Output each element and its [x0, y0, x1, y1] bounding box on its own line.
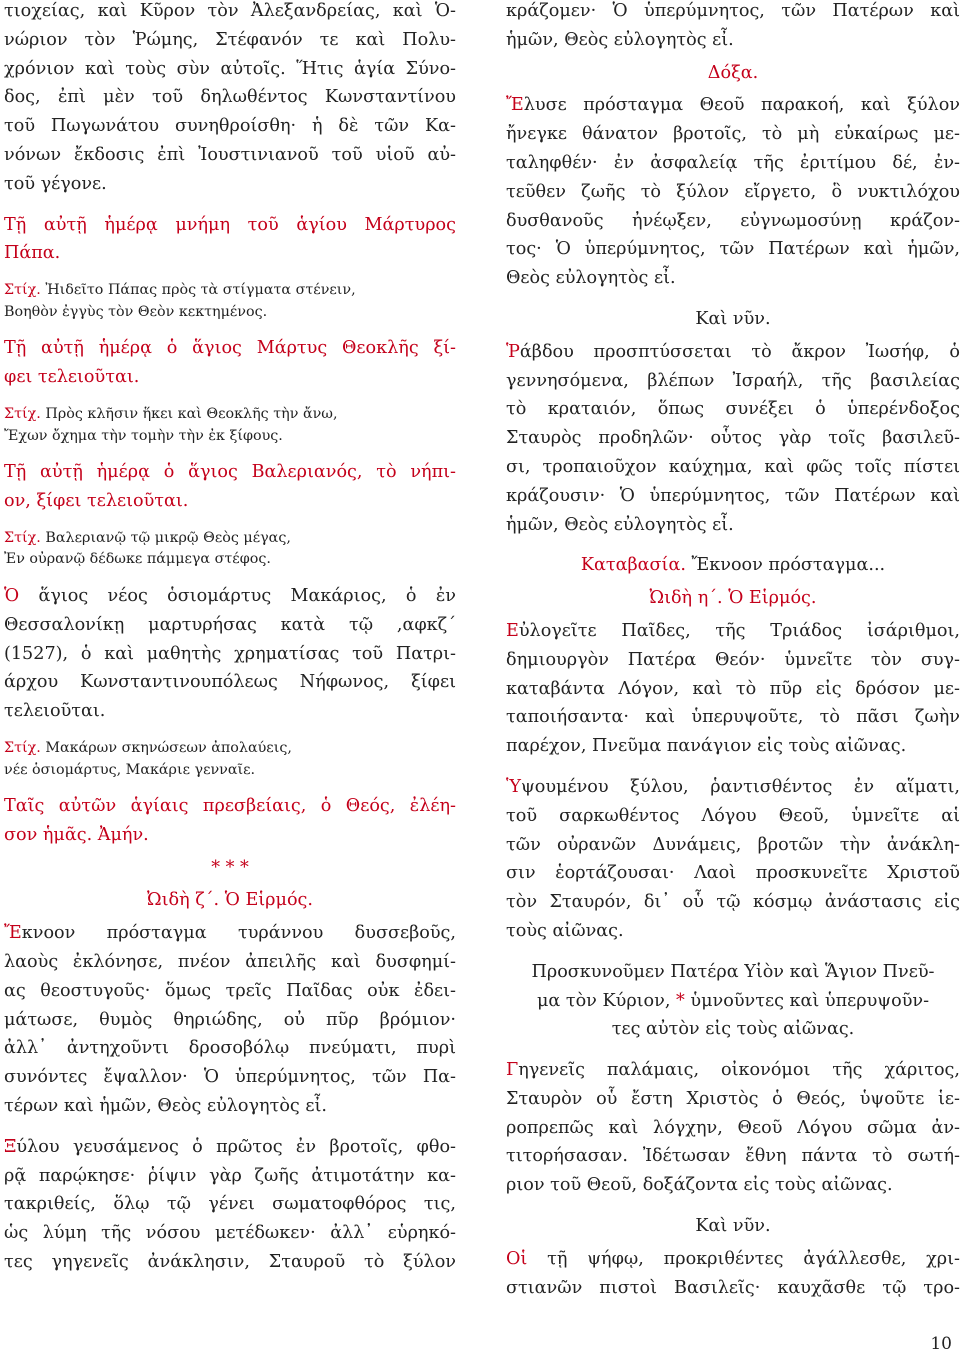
ode-8-theotokion: Οἱ τῇ ψήφῳ, προκριθέντες ἀγάλλεσθε, χρι- στιανῶν πιστοὶ Βασιλεῖς· καυχᾶσθε τῷ τρο-	[506, 1248, 960, 1298]
ode-7-troparion-1-end: κράζομεν· Ὁ ὑπερύμνητος, τῶν Πατέρων καὶ ἡμῶν, Θεὸς εὐλογητὸς εἶ.	[506, 1, 960, 50]
initial-letter: Ὁ	[4, 585, 20, 606]
initial-letter: Ἔ	[506, 95, 524, 116]
ode-7-heading: Ὠιδὴ ζ΄. Ὁ Εἱρμός.	[147, 890, 313, 911]
katavasia-label: Καταβασία.	[580, 555, 686, 576]
left-column	[4, 0, 456, 1289]
right-column	[506, 0, 960, 1314]
initial-letter: Ἔ	[4, 923, 22, 944]
stich-label: Στίχ.	[4, 282, 41, 299]
ode-7-troparion-1: Ξύλου γευσάμενος ὁ πρῶτος ἐν βροτοῖς, φθο- ρᾷ παρῴκησε· ῥίψιν γὰρ ζωῆς ἀτιμοτάτην κα- τακριθείς, ὅλῳ τῷ γένει σωματοφθόρος τις, ὡς λύμη τῆς νόσου μετέδωκεν· ἀλλ᾽ εὑρηκό- τες γηγενεῖς ἀνάκλησιν, Σταυροῦ τὸ ξύλον	[4, 1136, 456, 1273]
trinity-refrain: Προσκυνοῦμεν Πατέρα Υἱὸν καὶ Ἅγιον Πνεῦ- μα τὸν Κύριον, * ὑμνοῦντες καὶ ὑπερυψοῦν- τες αὐτὸν εἰς τοὺς αἰῶνας.	[531, 961, 935, 1040]
synaxarion-makarios: Ὁ ἅγιος νέος ὁσιομάρτυς Μακάριος, ὁ ἐν Θεσσαλονίκῃ μαρτυρήσας κατὰ τῷ ,αφκζ´ (1527), ὁ καὶ μαθητὴς χρηματίσας τοῦ Πατρι- άρχου Κωνσταντινουπόλεως Νήφωνος, ξίφει τελειοῦται.	[4, 585, 456, 722]
asterisk-mark: *	[676, 990, 685, 1011]
paragraph-councils: τιοχείας, καὶ Κῦρον τὸν Ἀλεξανδρείας, καὶ Ὁ- νώριον τὸν Ῥώμης, Στέφανόν τε καὶ Πολυ- χρόνιον καὶ τοὺς σὺν αὐτοῖς. Ἥτις ἁγία Σύνο- δος, ἐπὶ μὲν τοῦ δηλωθέντος Κωνσταντίνου τοῦ Πωγωνάτου συνηθροίσθη· ἡ δὲ τῶν Κα- νόνων ἔκδοσις ἐπὶ Ἰουστινιανοῦ τοῦ υἱοῦ αὐ- τοῦ γέγονε.	[4, 1, 456, 194]
separator-stars: * * *	[211, 857, 249, 878]
verse-valerian: Στίχ. Βαλεριανῷ τῷ μικρῷ Θεὸς μέγας, Ἐν οὐρανῷ δέδωκε πάμμεγα στέφος.	[4, 529, 291, 568]
synaxarion-papas-heading: Τῇ αὐτῇ ἡμέρᾳ μνήμη τοῦ ἁγίου Μάρτυρος Πάπα.	[4, 214, 456, 264]
ode-7-troparion-2: Ἔλυσε πρόσταγμα Θεοῦ παρακοή, καὶ ξύλον ἤνεγκε θάνατον βροτοῖς, τὸ μὴ εὐκαίρως με- ταληφθέν· ἐν ἀσφαλείᾳ τῆς ἐριτίμου δέ, ἐν- τεῦθεν ζωῆς τὸ ξύλον εἴργετο, ὃ νυκτιλόχου δυσθανοῦς ἠνέῳξεν, εὐγνωμοσύνῃ κράζον- τος· Ὁ ὑπερύμνητος, τῶν Πατέρων καὶ ἡμῶν, Θεὸς εὐλογητὸς εἶ.	[506, 95, 960, 289]
doxa-heading: Δόξα.	[707, 62, 759, 83]
verse-theocles: Στίχ. Πρὸς κλῆσιν ἥκει καὶ Θεοκλῆς τὴν ἄνω, Ἔχων ὄχημα τὴν τομὴν τὴν ἐκ ξίφους.	[4, 405, 338, 444]
synaxarion-valerian-heading: Τῇ αὐτῇ ἡμέρᾳ ὁ ἅγιος Βαλεριανός, τὸ νήπι- ον, ξίφει τελειοῦται.	[4, 462, 456, 511]
katavasia-line: Καταβασία. Ἔκνοον πρόσταγμα...	[580, 555, 886, 576]
ode-8-heading: Ὠιδὴ η΄. Ὁ Εἱρμός.	[649, 588, 817, 609]
initial-letter: Ε	[506, 620, 519, 641]
ode-8-heirmos: Εὐλογεῖτε Παῖδες, τῆς Τριάδος ἰσάριθμοι, δημιουργὸν Πατέρα Θεόν· ὑμνεῖτε τὸν συγ- καταβάντα Λόγον, καὶ τὸ πῦρ εἰς δρόσον με- ταποιήσαντα· καὶ ὑπερυψοῦτε, τὸ πᾶσι ζωὴν παρέχον, Πνεῦμα πανάγιον εἰς τοὺς αἰῶνας.	[506, 620, 960, 757]
stich-label: Στίχ.	[4, 405, 41, 422]
kai-nyn-heading-2: Καὶ νῦν.	[695, 1216, 771, 1237]
ode-8-troparion-1: Ὑψουμένου ξύλου, ῥαντισθέντος ἐν αἵματι, τοῦ σαρκωθέντος Λόγου Θεοῦ, ὑμνεῖτε αἱ τῶν οὐρανῶν Δυνάμεις, βροτῶν τὴν ἀνάκλη- σιν ἑορτάζουσαι· Λαοὶ προσκυνεῖτε Χριστοῦ τὸν Σταυρόν, δι᾽ οὗ τῷ κόσμῳ ἀνάστασις εἰς τοὺς αἰῶνας.	[506, 776, 960, 941]
intercession: Ταῖς αὐτῶν ἁγίαις πρεσβείαις, ὁ Θεός, ἐλέη- σον ἡμᾶς. Ἀμήν.	[4, 796, 456, 845]
page-number: 10	[930, 1334, 952, 1354]
initial-letter: Οἱ	[506, 1248, 528, 1269]
initial-letter: Ὑ	[506, 776, 521, 797]
verse-makarios: Στίχ. Μακάρων σκηνώσεων ἀπολαύεις, νέε ὁσιομάρτυς, Μακάριε γενναῖε.	[4, 739, 292, 778]
synaxarion-theocles-heading: Τῇ αὐτῇ ἡμέρᾳ ὁ ἅγιος Μάρτυς Θεοκλῆς ξί- φει τελειοῦται.	[4, 338, 456, 388]
verse-papas: Στίχ. Ἠιδεῖτο Πάπας πρὸς τὰ στίγματα στένειν, Βοηθὸν ἐγγὺς τὸν Θεὸν κεκτημένος.	[4, 282, 356, 320]
ode-7-heirmos: Ἔκνοον πρόσταγμα τυράννου δυσσεβοῦς, λαοὺς ἐκλόνησε, πνέον ἀπειλῆς καὶ δυσφημί- ας θεοστυγοῦς· ὅμως τρεῖς Παῖδας οὐκ ἐδει- μάτωσε, θυμὸς θηριώδης, οὐ πῦρ βρόμιον· ἀλλ᾽ ἀντηχοῦντι δροσοβόλῳ πνεύματι, πυρὶ συνόντες ἔψαλλον· Ὁ ὑπερύμνητος, τῶν Πα- τέρων καὶ ἡμῶν, Θεὸς εὐλογητὸς εἶ.	[4, 923, 456, 1117]
initial-letter: Ξ	[4, 1136, 17, 1157]
ode-8-troparion-2: Γηγενεῖς παλάμαις, οἰκονόμοι τῆς χάριτος, Σταυρὸν οὗ ἔστη Χριστὸς ὁ Θεός, ὑψοῦτε ἱε- ροπρεπῶς καὶ λόγχην, Θεοῦ Λόγου σῶμα ἀν- τιτορήσασαν. Ἰδέτωσαν ἔθνη πάντα τὸ σωτή- ριον τοῦ Θεοῦ, δοξάζοντα εἰς τοὺς αἰῶνας.	[506, 1060, 960, 1196]
initial-letter: Ῥ	[506, 341, 520, 362]
initial-letter: Γ	[506, 1060, 519, 1081]
stich-label: Στίχ.	[4, 739, 41, 756]
stich-label: Στίχ.	[4, 529, 41, 546]
ode-7-theotokion: Ῥάβδου προσπτύσσεται τὸ ἄκρον Ἰωσήφ, ὁ γεννησόμενα, βλέπων Ἰσραήλ, τῆς βασιλείας τὸ κραταιόν, ὅπως συνέξει ὁ ὑπερένδοξος Σταυρὸς προδηλῶν· οὗτος γὰρ τοῖς βασιλεῦ- σι, τροπαιοῦχον καύχημα, καὶ φῶς τοῖς πίστει κράζουσιν· Ὁ ὑπερύμνητος, τῶν Πατέρων καὶ ἡμῶν, Θεὸς εὐλογητὸς εἶ.	[506, 341, 960, 535]
kai-nyn-heading: Καὶ νῦν.	[695, 308, 771, 329]
